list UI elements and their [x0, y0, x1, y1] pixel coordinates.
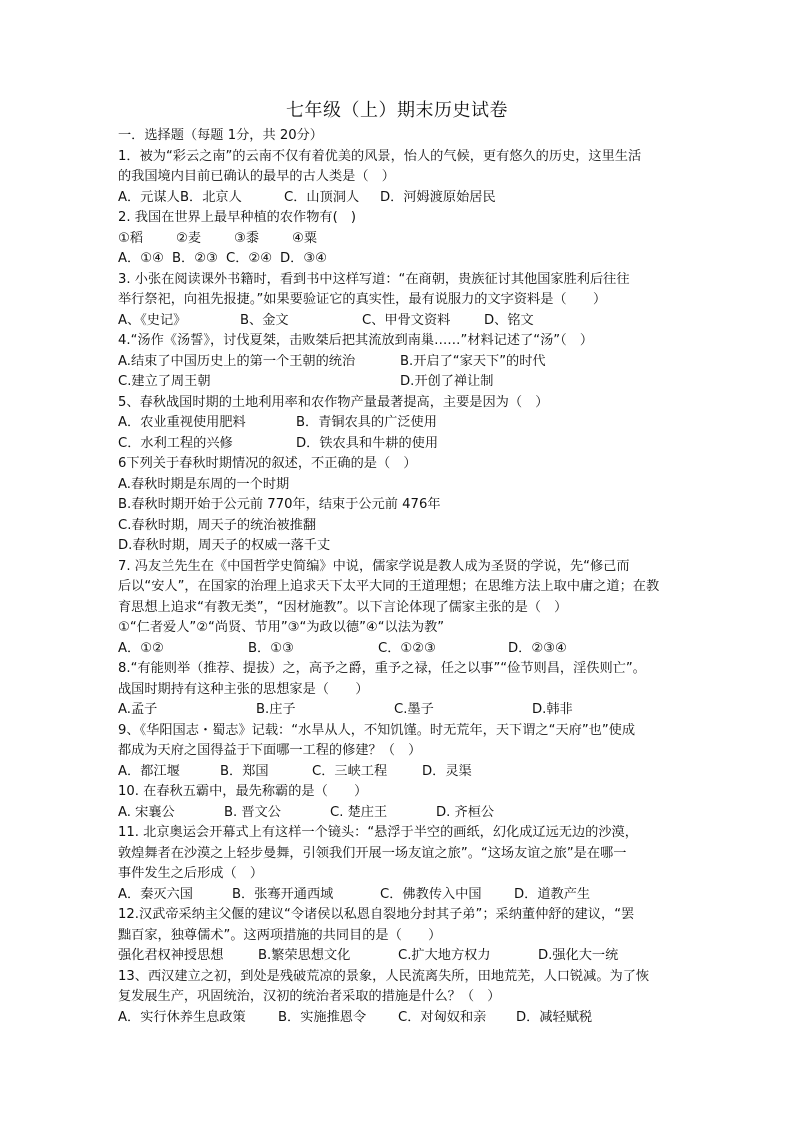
- option-b[interactable]: B.开启了“家天下”的时代: [400, 353, 546, 369]
- question-8: [118, 659, 692, 721]
- option-b[interactable]: B．青铜农具的广泛使用: [296, 415, 437, 430]
- question-text: 4.“汤作《汤誓》，讨伐夏桀，击败桀后把其流放到南巢……”材料记述了“汤”（ ）: [118, 333, 594, 348]
- option-c[interactable]: C. 楚庄王: [330, 804, 388, 820]
- option-b[interactable]: B. 晋文公: [224, 804, 281, 820]
- option-a[interactable]: A．①④: [118, 251, 164, 266]
- question-text: 育思想上追求“有教无类”，“因材施教”。以下言论体现了儒家主张的是（ ）: [118, 599, 568, 615]
- choice-1: ①稻: [118, 230, 144, 246]
- section-heading: 一．选择题（每题 1分，共 20分）: [118, 128, 323, 143]
- question-text: 5、春秋战国时期的土地利用率和农作物产量最著提高，主要是因为（ ）: [118, 394, 549, 410]
- option-a[interactable]: A．农业重视使用肥料: [118, 415, 246, 430]
- exam-content: [118, 126, 692, 1028]
- option-d[interactable]: D.开创了禅让制: [400, 374, 494, 389]
- question-12: [118, 905, 692, 967]
- question-text: 黜百家，独尊儒术”。这两项措施的共同目的是（ ）: [118, 927, 442, 943]
- question-13: [118, 967, 692, 1029]
- option-a[interactable]: A.春秋时期是东周的一个时期: [118, 476, 290, 492]
- question-text: 8.“有能则举（推荐、提拔）之，高予之爵，重予之禄，任之以事”“俭节则昌，淫佚则亡”。: [118, 661, 646, 676]
- question-text: 敦煌舞者在沙漠之上轻步曼舞，引领我们开展一场友谊之旅”。“这场友谊之旅”是在哪一: [118, 845, 627, 861]
- option-b[interactable]: B、金文: [240, 312, 289, 328]
- option-b[interactable]: B．北京人: [180, 189, 242, 205]
- option-c[interactable]: C．②④: [226, 251, 273, 266]
- options-row: [118, 188, 692, 209]
- option-a[interactable]: A．秦灭六国: [118, 886, 193, 902]
- question-text: 13、西汉建立之初，到处是残破荒凉的景象，人民流离失所，田地荒芜，人口锐减。为了恢: [118, 968, 650, 984]
- choice-2: ②麦: [176, 230, 202, 246]
- question-text: 1．被为“彩云之南”的云南不仅有着优美的风景，怡人的气候，更有悠久的历史，这里生活: [118, 148, 642, 164]
- option-d[interactable]: D．灵渠: [422, 763, 472, 779]
- question-text: 举行祭祀，向祖先报捷。”如果要验证它的真实性，最有说服力的文字资料是（ ）: [118, 292, 607, 307]
- choices-row: [118, 229, 692, 250]
- option-a[interactable]: A. 宋襄公: [118, 804, 175, 820]
- choice-4: ④粟: [292, 230, 318, 246]
- option-d[interactable]: D、铭文: [484, 312, 534, 328]
- option-c[interactable]: C.春秋时期，周天子的统治被推翻: [118, 517, 317, 533]
- option-d[interactable]: D．减轻赋税: [516, 1009, 593, 1025]
- option-a[interactable]: A、《史记》: [118, 312, 187, 328]
- option-b[interactable]: B．实施推恩令: [278, 1009, 367, 1025]
- options-row: [118, 639, 692, 660]
- question-text: 7. 冯友兰先生在《中国哲学史简编》中说，儒家学说是教人成为圣贤的学说，先“修己而: [118, 558, 630, 574]
- option-c[interactable]: C、甲骨文资料: [362, 312, 451, 328]
- question-10: [118, 782, 692, 823]
- question-text: 12.汉武帝采纳主父偃的建议“令诸侯以私恩自裂地分封其子弟”；采纳董仲舒的建议，“罢: [118, 907, 635, 922]
- options-row: [118, 352, 692, 373]
- question-6: [118, 454, 692, 557]
- option-d[interactable]: D．③④: [280, 251, 327, 266]
- question-text: 2. 我国在世界上最早种植的农作物有( ): [118, 210, 357, 225]
- option-c[interactable]: C．三峡工程: [312, 763, 388, 779]
- options-row: [118, 249, 692, 270]
- option-c[interactable]: C.墨子: [394, 702, 434, 717]
- question-text: 10. 在春秋五霸中，最先称霸的是（ ）: [118, 784, 368, 799]
- option-b[interactable]: B．张骞开通西域: [232, 886, 334, 902]
- option-b[interactable]: B.春秋时期开始于公元前 770年，结束于公元前 476年: [118, 497, 441, 512]
- option-c[interactable]: C．水利工程的兴修: [118, 435, 233, 451]
- option-c[interactable]: C.扩大地方权力: [398, 948, 491, 963]
- question-text: 战国时期持有这种主张的思想家是（ ）: [118, 681, 369, 697]
- option-d[interactable]: D.韩非: [532, 702, 573, 717]
- options-row: [118, 803, 692, 824]
- option-d[interactable]: D．道教产生: [514, 886, 591, 902]
- option-c[interactable]: C.建立了周王朝: [118, 374, 211, 389]
- question-text: 后以“安人”，在国家的治理上追求天下太平大同的王道理想；在思维方法上取中庸之道；在教: [118, 579, 660, 594]
- option-b[interactable]: B．①③: [248, 640, 294, 656]
- question-3: [118, 270, 692, 332]
- option-d[interactable]: D．铁农具和牛耕的使用: [296, 435, 439, 451]
- option-b[interactable]: B．郑国: [220, 763, 269, 779]
- question-9: [118, 721, 692, 783]
- exam-title: 七年级（上）期末历史试卷: [286, 100, 508, 121]
- option-d[interactable]: D．河姆渡原始居民: [380, 189, 496, 205]
- options-row: [118, 413, 692, 434]
- options-row: [118, 762, 692, 783]
- option-d[interactable]: D. 齐桓公: [436, 804, 495, 820]
- question-text: 都成为天府之国得益于下面哪一工程的修建？（ ）: [118, 743, 422, 758]
- options-row: [118, 700, 692, 721]
- option-a[interactable]: 强化君权神授思想: [118, 948, 224, 963]
- option-d[interactable]: D．②③④: [508, 640, 567, 656]
- option-d[interactable]: D.强化大一统: [538, 948, 619, 963]
- options-row: [118, 885, 692, 906]
- option-a[interactable]: A．都江堰: [118, 763, 180, 779]
- question-4: [118, 331, 692, 393]
- option-a[interactable]: A.结束了中国历史上的第一个王朝的统治: [118, 353, 356, 369]
- option-b[interactable]: B．②③: [172, 251, 218, 266]
- question-text: 事件发生之后形成（ ）: [118, 866, 264, 881]
- option-a[interactable]: A．①②: [118, 640, 164, 656]
- question-text: 6下列关于春秋时期情况的叙述，不正确的是（ ）: [118, 456, 417, 471]
- options-row: [118, 311, 692, 332]
- option-c[interactable]: C．佛教传入中国: [380, 886, 482, 902]
- question-5: [118, 393, 692, 455]
- question-text: 复发展生产，巩固统治，汉初的统治者采取的措施是什么？（ ）: [118, 989, 501, 1004]
- option-c[interactable]: C．对匈奴和亲: [398, 1009, 487, 1025]
- choice-3: ③黍: [234, 230, 260, 246]
- question-11: [118, 823, 692, 905]
- option-a[interactable]: A．元谋人: [118, 189, 180, 205]
- question-text: 3. 小张在阅读课外书籍时，看到书中这样写道：“在商朝，贵族征讨其他国家胜利后往往: [118, 271, 630, 287]
- option-a[interactable]: A．实行休养生息政策: [118, 1009, 246, 1025]
- options-row: [118, 1008, 692, 1029]
- question-text: 11. 北京奥运会开幕式上有这样一个镜头：“悬浮于半空的画纸，幻化成辽远无边的沙漠，: [118, 825, 638, 840]
- option-d[interactable]: D.春秋时期，周天子的权威一落千丈: [118, 538, 331, 553]
- option-a[interactable]: A.孟子: [118, 702, 158, 717]
- option-c[interactable]: C．山顶洞人: [284, 189, 360, 205]
- options-row: [118, 372, 692, 393]
- question-1: [118, 147, 692, 209]
- question-text: ①“仁者爱人”②“尚贤、节用”③“为政以德”④“以法为教”: [118, 620, 445, 635]
- options-row: [118, 946, 692, 967]
- options-row: [118, 434, 692, 455]
- question-2: [118, 208, 692, 270]
- option-c[interactable]: C．①②③: [378, 640, 436, 656]
- question-7: [118, 557, 692, 660]
- option-b[interactable]: B.繁荣思想文化: [258, 948, 351, 963]
- question-text: 9、《华阳国志・蜀志》记载：“水旱从人，不知饥馑。时无荒年，天下谓之“天府”也”使成: [118, 722, 636, 738]
- question-text: 的我国境内目前已确认的最早的古人类是（ ）: [118, 169, 395, 184]
- option-b[interactable]: B.庄子: [256, 702, 296, 717]
